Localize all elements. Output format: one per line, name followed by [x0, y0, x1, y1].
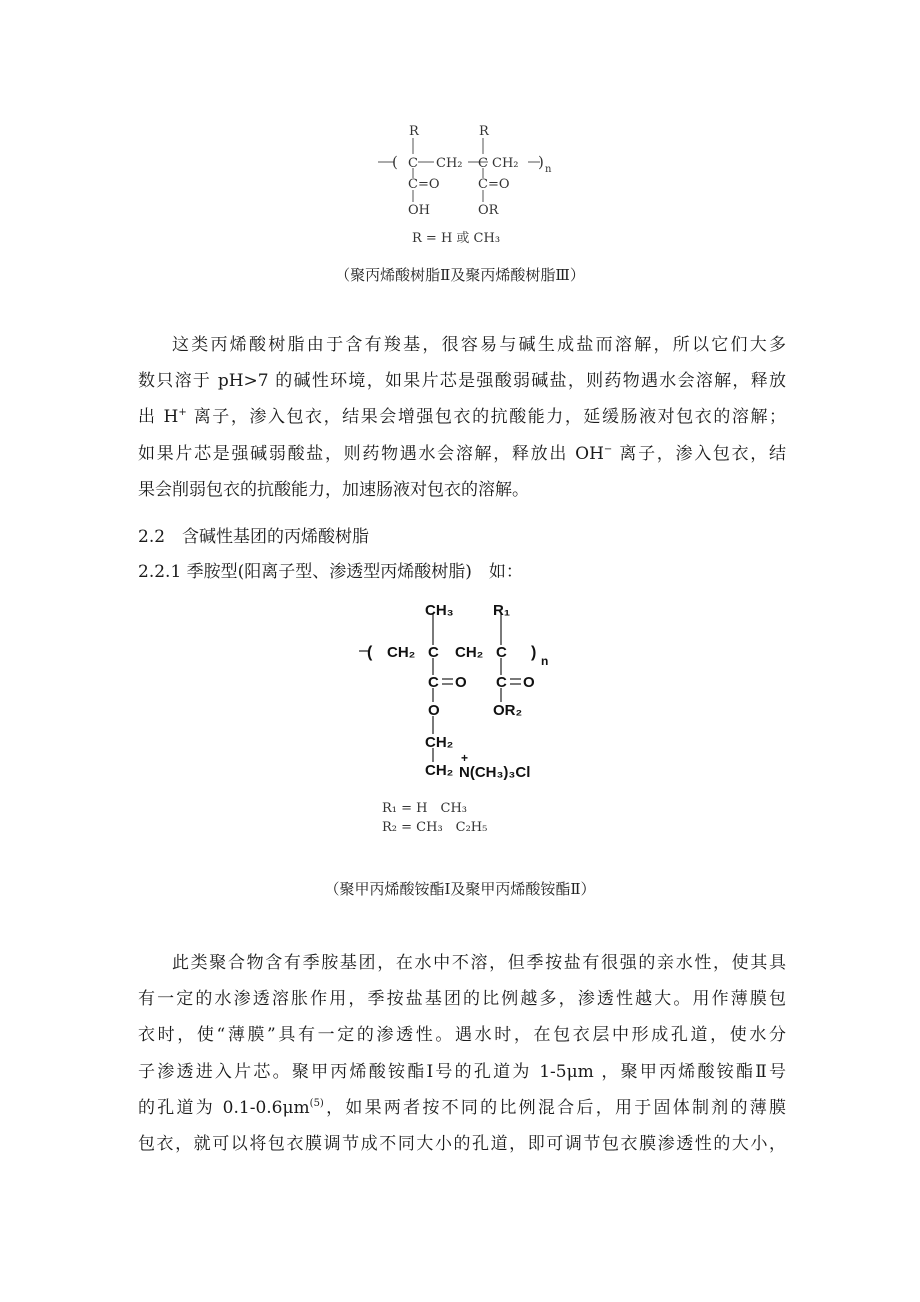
ch2-b: CH₂	[455, 644, 484, 661]
trimethylammonium-chloride: N(CH₃)₃Cl	[459, 764, 531, 781]
paragraph1-line4-a: 如果片芯是强碱弱酸盐，则药物遇水会溶解，释放出 OH	[138, 443, 604, 464]
open-paren: (	[367, 644, 373, 661]
r-substituent-left: R	[409, 124, 419, 139]
paragraph1-line3-b: 离子，渗入包衣，结果会增强包衣的抗酸能力，延缓肠液对包衣的溶解；	[186, 407, 787, 428]
ch2-c: CH₂	[425, 734, 454, 751]
carbon-right: C	[478, 156, 488, 171]
figure2-caption: （聚甲丙烯酸铵酯Ⅰ及聚甲丙烯酸铵酯Ⅱ）	[324, 880, 596, 898]
hydroxide-ion-charge: −	[603, 443, 613, 455]
carbonyl-left: C=O	[408, 177, 440, 192]
r1-top: R₁	[493, 602, 511, 619]
paragraph2-line2: 有一定的水渗透溶胀作用，季按盐基团的比例越多，渗透性越大。用作薄膜包	[138, 989, 786, 1010]
close-paren: )	[538, 153, 544, 171]
ester-or: OR	[478, 203, 499, 218]
methyl-top: CH₃	[425, 602, 454, 619]
carbon-b: C	[496, 644, 507, 661]
paragraph1-line2: 数只溶于 pH>7 的碱性环境，如果片芯是强酸弱碱盐，则药物遇水会溶解，释放	[138, 371, 786, 392]
carbonyl-oxygen-b: O	[523, 674, 535, 691]
carbonyl-right: C=O	[478, 177, 510, 192]
paragraph2-line5	[138, 1090, 786, 1126]
paragraph2-line5-b: ，如果两者按不同的比例混合后，用于固体制剂的薄膜	[323, 1097, 786, 1118]
paragraph1-line1: 这类丙烯酸树脂由于含有羧基，很容易与碱生成盐而溶解，所以它们大多	[172, 335, 786, 355]
ester-or2: OR₂	[493, 702, 523, 719]
paragraph-acrylic-resin-solubility	[138, 327, 786, 508]
r-definition: R = H 或 CH₃	[412, 231, 501, 246]
hydroxyl: OH	[408, 203, 430, 218]
reference-5: (5)	[309, 1097, 324, 1109]
ch2-d: CH₂	[425, 762, 454, 779]
paragraph1-line4	[138, 436, 786, 472]
paragraph1-line3	[138, 399, 786, 435]
paragraph2-line4: 子渗透进入片芯。聚甲丙烯酸铵酯Ⅰ号的孔道为 1-5μm ，聚甲丙烯酸铵酯Ⅱ号	[138, 1061, 786, 1082]
paragraph2-line5-a: 的孔道为 0.1-0.6μm	[138, 1097, 310, 1118]
positive-charge: +	[461, 751, 469, 765]
ester-oxygen: O	[428, 702, 440, 719]
paragraph-quaternary-ammonium	[138, 945, 786, 1162]
paragraph2-line3: 衣时，使“薄膜”具有一定的渗透性。遇水时，在包衣层中形成孔道，使水分	[138, 1025, 786, 1046]
r1-definition: R₁ = H CH₃	[382, 801, 467, 816]
polyacrylic-resin-structure-figure	[370, 118, 570, 253]
paragraph1-line3-a: 出 H	[138, 407, 179, 428]
r-substituent-right: R	[479, 124, 489, 139]
open-paren: (	[392, 153, 398, 171]
ch2-middle: CH₂	[436, 156, 463, 171]
hydrogen-ion-charge: +	[178, 407, 187, 419]
ch2-a: CH₂	[387, 644, 416, 661]
carbonyl-oxygen-a: O	[455, 674, 467, 691]
section-heading-2-2: 2.2 含碱性基团的丙烯酸树脂	[138, 527, 370, 547]
subscript-n: n	[545, 164, 552, 175]
close-paren: )	[531, 644, 537, 661]
paragraph1-line4-b: 离子，渗入包衣，结	[612, 443, 786, 464]
r2-definition: R₂ = CH₃ C₂H₅	[382, 820, 488, 835]
ch2-right: CH₂	[492, 156, 519, 171]
paragraph1-line5: 果会削弱包衣的抗酸能力，加速肠液对包衣的溶解。	[138, 479, 529, 500]
carbon-a: C	[428, 644, 439, 661]
paragraph2-line1: 此类聚合物含有季胺基团，在水中不溶，但季按盐有很强的亲水性，使其具	[172, 953, 786, 973]
section-heading-2-2-1: 2.2.1 季胺型(阳离子型、渗透型丙烯酸树脂) 如：	[138, 562, 523, 582]
figure1-caption: （聚丙烯酸树脂Ⅱ及聚丙烯酸树脂Ⅲ）	[335, 266, 585, 284]
carbonyl-carbon-a: C	[428, 674, 439, 691]
carbon-left: C	[408, 156, 418, 171]
paragraph2-line6: 包衣，就可以将包衣膜调节成不同大小的孔道，即可调节包衣膜渗透性的大小，	[138, 1134, 786, 1155]
carbonyl-carbon-b: C	[496, 674, 507, 691]
subscript-n: n	[541, 654, 549, 668]
quaternary-ammonium-resin-structure-figure	[355, 595, 555, 840]
